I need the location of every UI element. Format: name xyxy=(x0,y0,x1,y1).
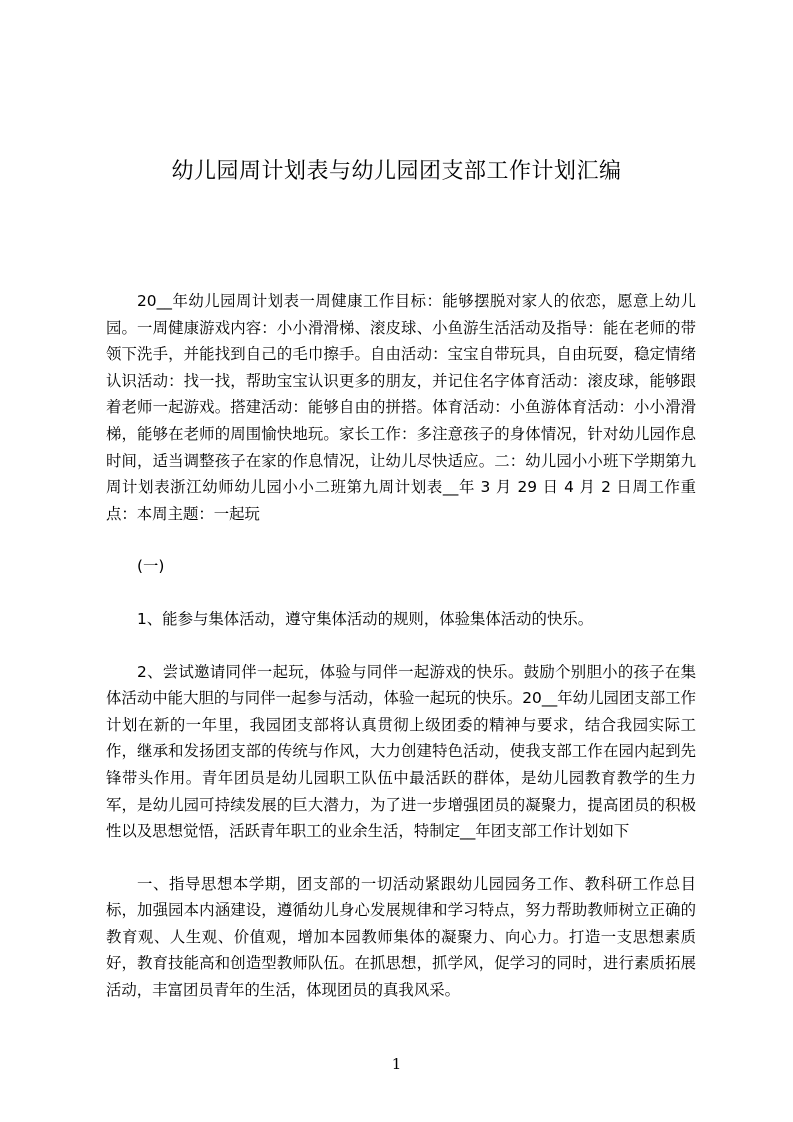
paragraph-goal-2: 2、尝试邀请同伴一起玩，体验与同伴一起游戏的快乐。鼓励个别胆小的孩子在集体活动中能大胆的与同伴一起参与活动，体验一起玩的快乐。20__年幼儿园团支部工作计划在新的一年里，我园团支部将认真贯彻上级团委的精神与要求，结合我园实际工作，继承和发扬团支部的传统与作风，大力创建特色活动，使我支部工作在园内起到先锋带头作用。青年团员是幼儿园职工队伍中最活跃的群体，是幼儿园教育教学的生力军，是幼儿园可持续发展的巨大潜力，为了进一步增强团员的凝聚力，提高团员的积极性以及思想觉悟，活跃青年职工的业余生活，特制定__年团支部工作计划如下 xyxy=(106,662,696,841)
paragraph-gap xyxy=(106,845,696,871)
paragraph-section-marker: (一) xyxy=(137,557,165,576)
paragraph-goal-1: 1、能参与集体活动，遵守集体活动的规则，体验集体活动的快乐。 xyxy=(137,609,594,628)
document-title: 幼儿园周计划表与幼儿园团支部工作计划汇编 xyxy=(171,158,622,184)
paragraph-guiding-ideology: 一、指导思想本学期，团支部的一切活动紧跟幼儿园园务工作、教科研工作总目标，加强园本内涵建设，遵循幼儿身心发展规律和学习特点，努力帮助教师树立正确的教育观、人生观、价值观，增加本园教师集体的凝聚力、向心力。打造一支思想素质好，教育技能高和创造型教师队伍。在抓思想，抓学风，促学习的同时，进行素质拓展活动，丰富团员青年的生活，体现团员的真我风采。 xyxy=(106,874,696,1000)
document-body xyxy=(106,288,696,1004)
paragraph-weekly-plan: 20__年幼儿园周计划表一周健康工作目标：能够摆脱对家人的依恋，愿意上幼儿园。一周健康游戏内容：小小滑滑梯、滚皮球、小鱼游生活活动及指导：能在老师的带领下洗手，并能找到自己的毛巾擦手。自由活动：宝宝自带玩具，自由玩耍，稳定情绪认识活动：找一找，帮助宝宝认识更多的朋友，并记住名字体育活动：滚皮球，能够跟着老师一起游戏。搭建活动：能够自由的拼搭。体育活动：小鱼游体育活动：小小滑滑梯，能够在老师的周围愉快地玩。家长工作：多注意孩子的身体情况，针对幼儿园作息时间，适当调整孩子在家的作息情况，让幼儿尽快适应。二：幼儿园小小班下学期第九周计划表浙江幼师幼儿园小小二班第九周计划表__年 3 月 29 日 4 月 2 日周工作重点：本周主题：一起玩 xyxy=(106,292,696,523)
paragraph-gap xyxy=(106,580,696,606)
paragraph-gap xyxy=(106,633,696,659)
page-number: 1 xyxy=(391,1055,402,1073)
paragraph-gap xyxy=(106,527,696,553)
